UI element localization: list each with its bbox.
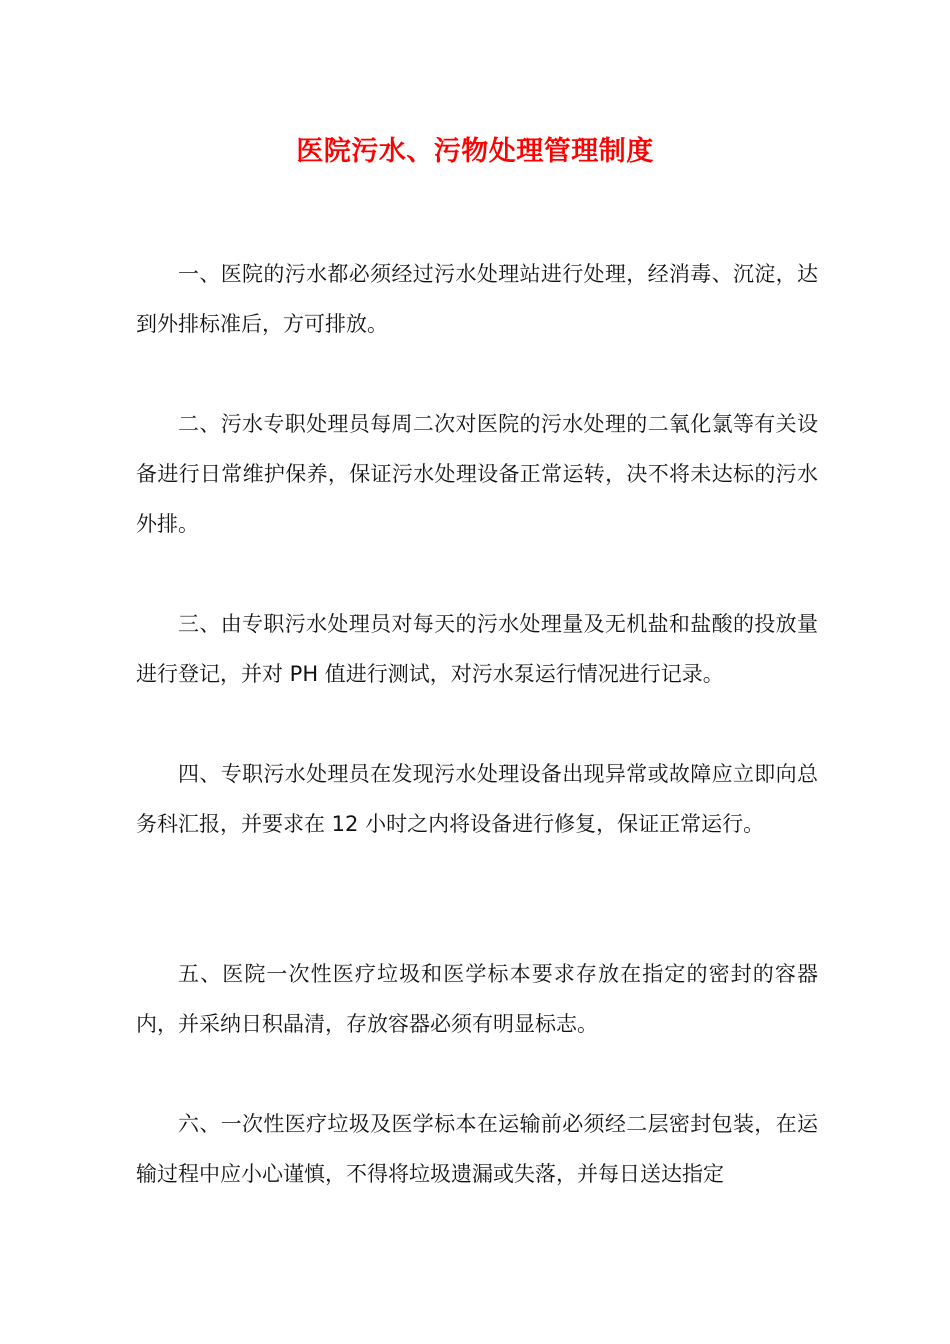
paragraph-5: 五、医院一次性医疗垃圾和医学标本要求存放在指定的密封的容器内，并采纳日积晶清，存放容器必须有明显标志。 <box>136 962 818 1036</box>
paragraph-3: 三、由专职污水处理员对每天的污水处理量及无机盐和盐酸的投放量进行登记，并对 PH 值进行测试，对污水泵运行情况进行记录。 <box>136 612 818 686</box>
document-title: 医院污水、污物处理管理制度 <box>296 136 654 167</box>
paragraph-4: 四、专职污水处理员在发现污水处理设备出现异常或故障应立即向总务科汇报，并要求在 12 小时之内将设备进行修复，保证正常运行。 <box>136 762 818 836</box>
paragraph-6: 六、一次性医疗垃圾及医学标本在运输前必须经二层密封包装，在运输过程中应小心谨慎，不得将垃圾遗漏或失落，并每日送达指定 <box>136 1112 818 1186</box>
paragraph-1: 一、医院的污水都必须经过污水处理站进行处理，经消毒、沉淀，达到外排标准后，方可排放。 <box>136 262 818 336</box>
paragraph-2: 二、污水专职处理员每周二次对医院的污水处理的二氧化氯等有关设备进行日常维护保养，保证污水处理设备正常运转，决不将未达标的污水外排。 <box>136 412 818 536</box>
